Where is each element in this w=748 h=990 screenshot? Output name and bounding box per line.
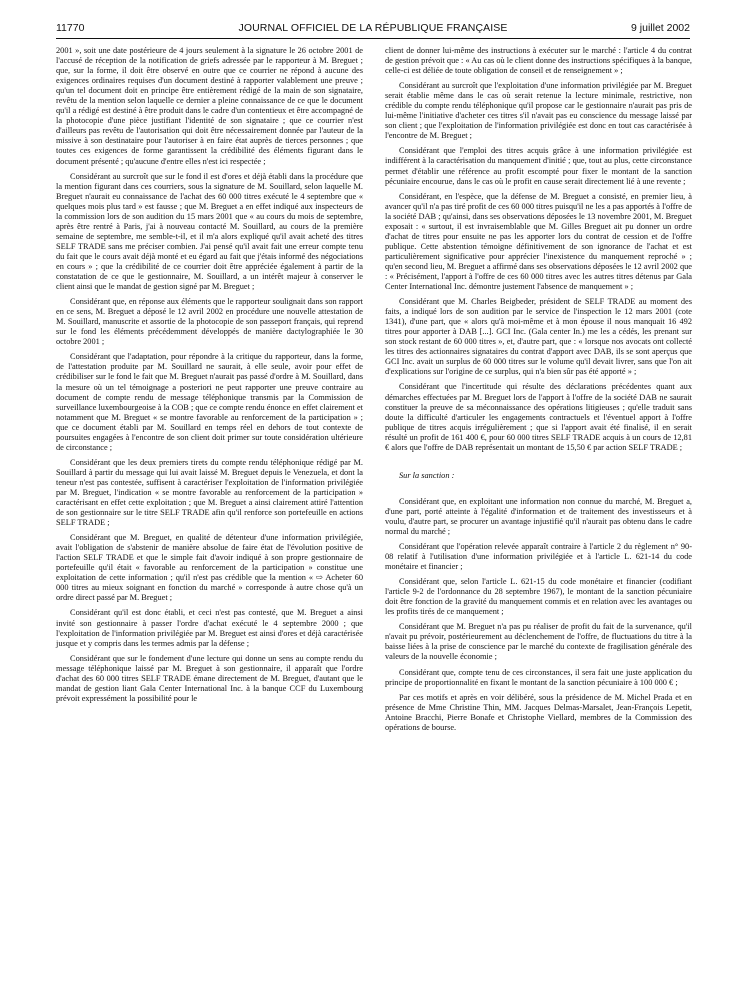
paragraph: Considérant que M. Charles Beigbeder, président de SELF TRADE au moment des faits, a indiqué lors de son audition par le service de l'inspection le 12 mars 2001 (cote 1341), d'une part, que « alors qu'à moi-même et à mon épouse il nous manquait 16 492 titres pour apporter à DAB [...]. GCI Inc. (Gala center In.) me les a cédés, les prenant sur son stock restant de 60 000 titres », et, d'autre part, que : « lorsque nos avocats ont collecté les titres des actionnaires signataires du contrat d'apport avec DAB, ils se sont aperçus que GCI Inc. avait un surplus de 60 000 titres sur le volume qu'il devait livrer, sans que l'on ait d'explications sur l'origine de ce surplus, qui n'a bien sûr pas été apporté » ; — [385, 297, 692, 377]
paragraph: Considérant qu'il est donc établi, et ceci n'est pas contesté, que M. Breguet a ainsi invité son gestionnaire à passer l'ordre d'achat exécuté le 4 septembre 2000 ; que l'exploitation de l'information privilégiée par M. Breguet est ainsi d'ores et déjà caractérisée jusque et y compris dans les termes admis par la défense ; — [56, 608, 363, 648]
left-column — [56, 46, 363, 704]
paragraph: Considérant que M. Breguet n'a pas pu réaliser de profit du fait de la survenance, qu'il n'avait pu prévoir, postérieurement au déclenchement de l'offre, de fluctuations du titre à la baisse liées à la prise de conscience par le marché du contexte de fragilisation générale des valeurs de la nouvelle économie ; — [385, 622, 692, 662]
paragraph: Considérant que M. Breguet, en qualité de détenteur d'une information privilégiée, avait l'obligation de s'abstenir de manière absolue de faire état de l'évolution positive de l'action SELF TRADE et que le simple fait d'avoir indiqué à son propre gestionnaire de portefeuille qu'il était « favorable au renforcement de la participation » constitue une exploitation de cette information ; qu'il n'est pas crédible que la mention « ⇨ Acheter 60 000 titres au mieux soignant en fonction du marché » corresponde à autre chose qu'à un ordre direct passé par M. Breguet ; — [56, 533, 363, 603]
paragraph: Considérant, en l'espèce, que la défense de M. Breguet a consisté, en premier lieu, à avancer qu'il n'a pas tiré profit de ces 60 000 titres puisqu'il ne les a pas apportés à l'offre de la société DAB ; qu'ainsi, dans ses observations déposées le 13 novembre 2001, M. Breguet exposait : « surtout, il est invraisemblable que M. Gilles Breguet ait pu donner un ordre d'achat de titres pour ensuite ne pas les apporter lors du contrat de cession et de l'offre publique. Cette abstention témoigne définitivement de son ignorance de l'achat et est particulièrement significative pour apprécier l'inexistence du manquement reproché » ; qu'en second lieu, M. Breguet a affirmé dans ses observations déposées le 12 avril 2002 que : « Précisément, l'apport à l'offre de ces 60 000 titres avec les autres titres détenus par Gala Center International Inc. démontre justement l'absence de manquement » ; — [385, 191, 692, 292]
paragraph: Considérant que l'adaptation, pour répondre à la critique du rapporteur, dans la forme, de l'attestation produite par M. Souillard ne saurait, à elle seule, avoir pour effet de crédibiliser sur le fond le fait que M. Breguet n'aurait pas passé d'ordre à M. Souillard, dans la mesure où un tel témoignage a posteriori ne peut rapporter une preuve contraire au document de compte rendu de message téléphonique transmis par la Commission de surveillance luxembourgeoise à la COB ; que ce compte rendu énonce en effet clairement et notamment que M. Breguet « se montre favorable au renforcement de la participation » ; que ce document établi par M. Souillard en temps réel en dehors de tout contexte de poursuites engagées à l'encontre de son client doit primer sur toute considération ultérieure de circonstance ; — [56, 352, 363, 452]
paragraph: 2001 », soit une date postérieure de 4 jours seulement à la signature le 26 octobre 2001 de l'accusé de réception de la notification de griefs adressée par le rapporteur à M. Breguet ; que, sur la forme, il doit être observé en outre que ce courrier ne répond à aucune des exigences ordinaires requises d'un document destiné à rapporter valablement une preuve ; qu'un tel document doit en principe être entièrement rédigé de la main de son signataire, revêtu de la mention selon laquelle ce dernier a pleine connaissance de ce que le document qu'il a rédigé est destiné à être produit dans le cadre d'un contentieux et être accompagné de la photocopie d'une pièce justifiant l'identité de son signataire ; que ce courrier n'est d'ailleurs pas revêtu de l'autorisation qui doit être nécessairement donnée par l'auteur de la missive à son destinataire pour l'autoriser à en faire état auprès de tierces personnes ; que toutes ces exigences de forme garantissent la crédibilité des éléments figurant dans le document présenté ; qu'aucune d'entre elles n'est ici respectée ; — [56, 46, 363, 166]
paragraph: Considérant que les deux premiers tirets du compte rendu téléphonique rédigé par M. Souillard à partir du message qui lui avait laissé M. Breguet depuis le Venezuela, et dont la teneur n'est pas contestée, suffisent à caractériser l'exploitation de l'information privilégiée par M. Breguet, l'indication « se montre favorable au renforcement de la participation » caractérisant en effet cette exploitation ; que M. Breguet a ainsi clairement attiré l'attention de son gestionnaire sur le titre SELF TRADE afin qu'il renforce son portefeuille en actions SELF TRADE ; — [56, 457, 363, 528]
paragraph: Considérant au surcroît que sur le fond il est d'ores et déjà établi dans la procédure que la mention figurant dans ces courriers, sous la signature de M. Souillard, selon laquelle M. Breguet n'aurait eu connaissance de l'achat des 60 000 titres exécuté le 4 septembre que « quelques mois plus tard » est fausse ; que M. Breguet a en effet indiqué aux inspecteurs de la commission lors de son audition du 15 mars 2001 que « au cours du mois de septembre, après être rentré à Paris, j'ai à nouveau contacté M. Souillard, au cours de la première semaine de septembre, me semble-t-il, et il m'a alors expliqué qu'il avait acheté des titres SELF TRADE sans me préciser combien. J'ai pensé qu'il avait fait une erreur compte tenu du fait que le cours avait déjà monté et eu égard au fait que j'étais informé des négociations en cours » ; que la crédibilité de ce courrier doit être appréciée également à partir de la constatation de ce que le gestionnaire, M. Souillard, a un intérêt majeur à conserver le client ainsi que le mandat de gestion signé par M. Breguet ; — [56, 171, 363, 292]
page-number: 11770 — [56, 22, 85, 34]
issue-date: 9 juillet 2002 — [631, 22, 690, 34]
paragraph: Considérant que, en réponse aux éléments que le rapporteur soulignait dans son rapport en ce sens, M. Breguet a déposé le 12 avril 2002 en procédure une nouvelle attestation de M. Souillard, manuscrite et assortie de la photocopie de son passeport français, qui reprend sur le fond les éléments précédemment développés de manière dactylographiée le 30 octobre 2001 ; — [56, 297, 363, 347]
paragraph: Considérant que, en exploitant une information non connue du marché, M. Breguet a, d'une part, porté atteinte à l'égalité d'information et de traitement des investisseurs et à voulu, d'autre part, se procurer un avantage injustifié qu'il n'aurait pas obtenu dans le cadre normal du marché ; — [385, 496, 692, 536]
paragraph: Considérant que sur le fondement d'une lecture qui donne un sens au compte rendu du message téléphonique laissé par M. Breguet à son gestionnaire, il apparaît que l'ordre d'achat des 60 000 titres SELF TRADE émane directement de M. Breguet, d'autant que le mandat de gestion liant Gala Center International Inc. à la banque CCF du Luxembourg prévoit expressément la possibilité pour le — [56, 653, 363, 703]
paragraph: Considérant que, selon l'article L. 621-15 du code monétaire et financier (codifiant l'article 9-2 de l'ordonnance du 28 septembre 1967), le montant de la sanction pécuniaire doit être fonction de la gravité du manquement commis et en relation avec les avantages ou les profits tirés de ce manquement ; — [385, 577, 692, 617]
section-heading: Sur la sanction : — [399, 470, 455, 480]
paragraph: Considérant que l'incertitude qui résulte des déclarations précédentes quant aux démarches effectuées par M. Breguet lors de l'apport à l'offre de la société DAB ne saurait constituer la preuve de sa méconnaissance des opérations litigieuses ; qu'elle traduit sans doute la difficulté d'articuler les engagements contractuels et l'éventuel apport à l'offre publique de titres acquis irrégulièrement ; que si l'apport avait été finalisé, il en serait résulté un profit de 161 400 €, pour 60 000 titres SELF TRADE acquis à un cours de 12,81 € alors que l'offre de DAB représentait un montant de 15,50 € par action SELF TRADE ; — [385, 382, 692, 452]
journal-title: JOURNAL OFFICIEL DE LA RÉPUBLIQUE FRANÇAISE — [238, 22, 508, 34]
header-rule — [56, 38, 690, 39]
paragraph: client de donner lui-même des instructions à exécuter sur le marché : l'article 4 du contrat de gestion prévoit que : « Au cas où le client donne des instructions spécifiques à la banque, celle-ci est déliée de toute obligation de conseil et de renseignement » ; — [385, 46, 692, 76]
paragraph: Par ces motifs et après en voir délibéré, sous la présidence de M. Michel Prada et en présence de Mme Christine Thin, MM. Jacques Delmas-Marsalet, Jean-François Lepetit, Antoine Bracchi, Pierre Bonafe et Christophe Viellard, membres de la Commission des opérations de bourse. — [385, 692, 692, 732]
paragraph: Considérant que l'emploi des titres acquis grâce à une information privilégiée est indifférent à la caractérisation du manquement d'initié ; que, tout au plus, cette circonstance permet d'établir une référence au profit escompté pour fixer le montant de la sanction pécuniaire encourue, dans le cas où le profit en cause serait directement lié à une revente ; — [385, 146, 692, 186]
paragraph: Considérant que l'opération relevée apparaît contraire à l'article 2 du règlement n° 90-08 relatif à l'utilisation d'une information privilégiée et à l'article L. 621-14 du code monétaire et financier ; — [385, 542, 692, 572]
paragraph: Considérant au surcroît que l'exploitation d'une information privilégiée par M. Breguet serait établie même dans le cas où serait retenue la lecture minimale, restrictive, non crédible du compte rendu téléphonique qu'il propose car le gestionnaire n'aurait pas pris de lui-même l'initiative d'acheter ces titres s'il n'avait pas eu conscience du message laissé par son client ; que l'exploitation de l'information privilégiée est donc en tout cas caractérisée à l'encontre de M. Breguet ; — [385, 81, 692, 141]
right-column — [385, 46, 692, 733]
paragraph: Considérant que, compte tenu de ces circonstances, il sera fait une juste application du principe de proportionnalité en fixant le montant de la sanction pécuniaire à 100 000 € ; — [385, 667, 692, 687]
